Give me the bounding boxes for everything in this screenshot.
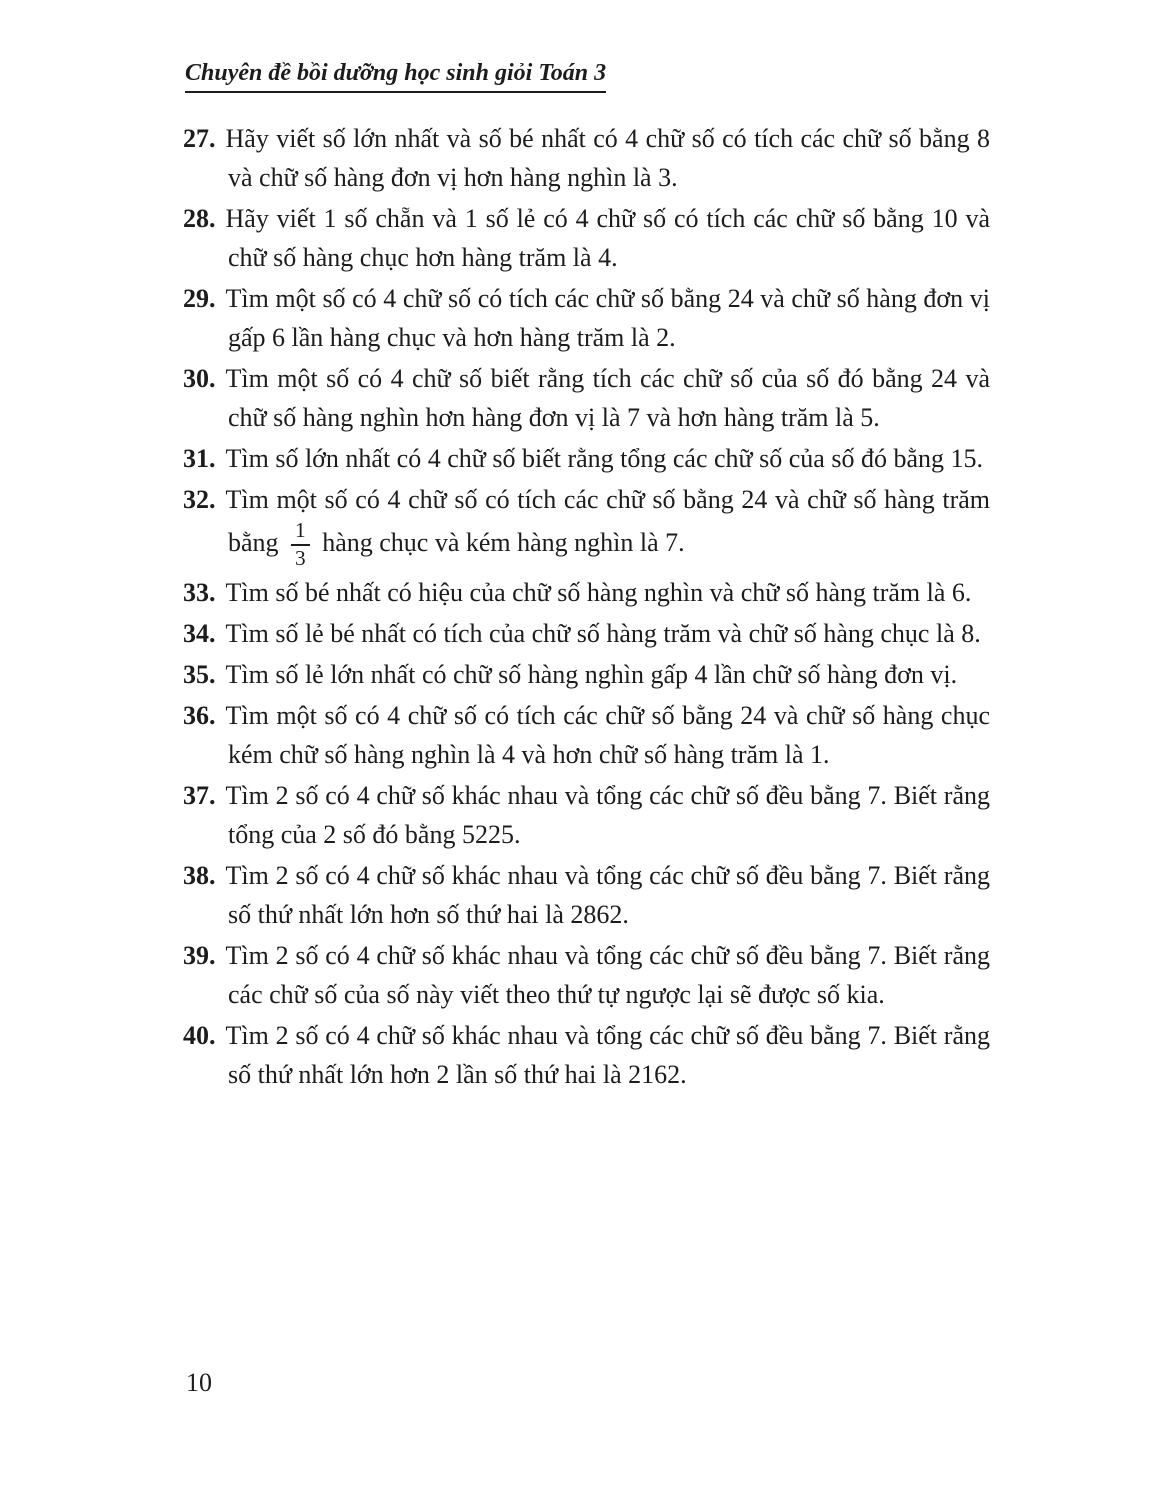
- exercise-text: Tìm số bé nhất có hiệu của chữ số hàng nghìn và chữ số hàng trăm là 6.: [225, 577, 972, 607]
- exercise-item: [183, 696, 990, 774]
- exercise-text: Tìm 2 số có 4 chữ số khác nhau và tổng các chữ số đều bằng 7. Biết rằng số thứ nhất lớn hơn số thứ hai là 2862.: [225, 860, 990, 929]
- exercise-text: Tìm số lẻ bé nhất có tích của chữ số hàng trăm và chữ số hàng chục là 8.: [225, 618, 981, 648]
- exercise-item: [183, 655, 990, 694]
- exercise-item: [183, 480, 990, 571]
- exercise-item: [183, 439, 990, 478]
- exercise-number: 35.: [183, 659, 216, 689]
- exercise-item: [183, 119, 990, 197]
- exercise-text: Hãy viết số lớn nhất và số bé nhất có 4 chữ số có tích các chữ số bằng 8 và chữ số hàng đơn vị hơn hàng nghìn là 3.: [225, 124, 990, 192]
- exercise-item: [183, 614, 990, 653]
- exercise-number: 27.: [183, 124, 216, 153]
- exercise-item: [183, 573, 990, 612]
- exercise-item: [183, 936, 990, 1014]
- fraction-numerator: 1: [291, 519, 310, 546]
- exercise-text: Tìm số lớn nhất có 4 chữ số biết rằng tổng các chữ số của số đó bằng 15.: [225, 444, 983, 473]
- exercise-number: 39.: [183, 940, 216, 970]
- exercise-item: [183, 1016, 990, 1094]
- exercise-number: 40.: [183, 1020, 216, 1050]
- exercise-item: [183, 279, 990, 357]
- exercise-text: Tìm 2 số có 4 chữ số khác nhau và tổng các chữ số đều bằng 7. Biết rằng các chữ số của số này viết theo thứ tự ngược lại sẽ được số kia.: [225, 940, 990, 1009]
- header: [183, 58, 990, 93]
- exercise-item: [183, 856, 990, 934]
- fraction: [291, 519, 310, 571]
- exercise-number: 30.: [183, 364, 216, 393]
- exercise-text: Tìm 2 số có 4 chữ số khác nhau và tổng các chữ số đều bằng 7. Biết rằng số thứ nhất lớn hơn 2 lần số thứ hai là 2162.: [225, 1020, 990, 1089]
- exercise-text: Tìm một số có 4 chữ số có tích các chữ số bằng 24 và chữ số hàng trăm bằng: [225, 485, 990, 557]
- page-number: 10: [186, 1368, 212, 1397]
- exercise-item: [183, 199, 990, 277]
- exercise-number: 29.: [183, 284, 216, 313]
- exercise-number: 34.: [183, 618, 216, 648]
- exercise-number: 32.: [183, 485, 216, 514]
- exercise-number: 31.: [183, 444, 216, 473]
- exercise-text: Tìm một số có 4 chữ số có tích các chữ số bằng 24 và chữ số hàng chục kém chữ số hàng nghìn là 4 và hơn chữ số hàng trăm là 1.: [225, 700, 990, 769]
- exercise-item: [183, 359, 990, 437]
- exercise-number: 28.: [183, 204, 216, 233]
- exercise-list: [183, 119, 990, 1094]
- header-title: Chuyên đề bồi dưỡng học sinh giỏi Toán 3: [185, 58, 606, 93]
- fraction-denominator: 3: [295, 545, 306, 570]
- exercise-text: hàng chục và kém hàng nghìn là 7.: [315, 527, 685, 557]
- exercise-text: Tìm 2 số có 4 chữ số khác nhau và tổng các chữ số đều bằng 7. Biết rằng tổng của 2 số đó bằng 5225.: [225, 780, 990, 849]
- exercise-number: 37.: [183, 780, 216, 810]
- exercise-text: Tìm số lẻ lớn nhất có chữ số hàng nghìn gấp 4 lần chữ số hàng đơn vị.: [225, 659, 958, 689]
- exercise-text: Hãy viết 1 số chẵn và 1 số lẻ có 4 chữ số có tích các chữ số bằng 10 và chữ số hàng chục hơn hàng trăm là 4.: [225, 204, 990, 272]
- exercise-text: Tìm một số có 4 chữ số biết rằng tích các chữ số của số đó bằng 24 và chữ số hàng nghìn hơn hàng đơn vị là 7 và hơn hàng trăm là 5.: [225, 364, 990, 432]
- exercise-item: [183, 776, 990, 854]
- exercise-number: 36.: [183, 700, 216, 730]
- exercise-number: 38.: [183, 860, 216, 890]
- exercise-number: 33.: [183, 577, 216, 607]
- exercise-text: Tìm một số có 4 chữ số có tích các chữ số bằng 24 và chữ số hàng đơn vị gấp 6 lần hàng chục và hơn hàng trăm là 2.: [225, 284, 990, 352]
